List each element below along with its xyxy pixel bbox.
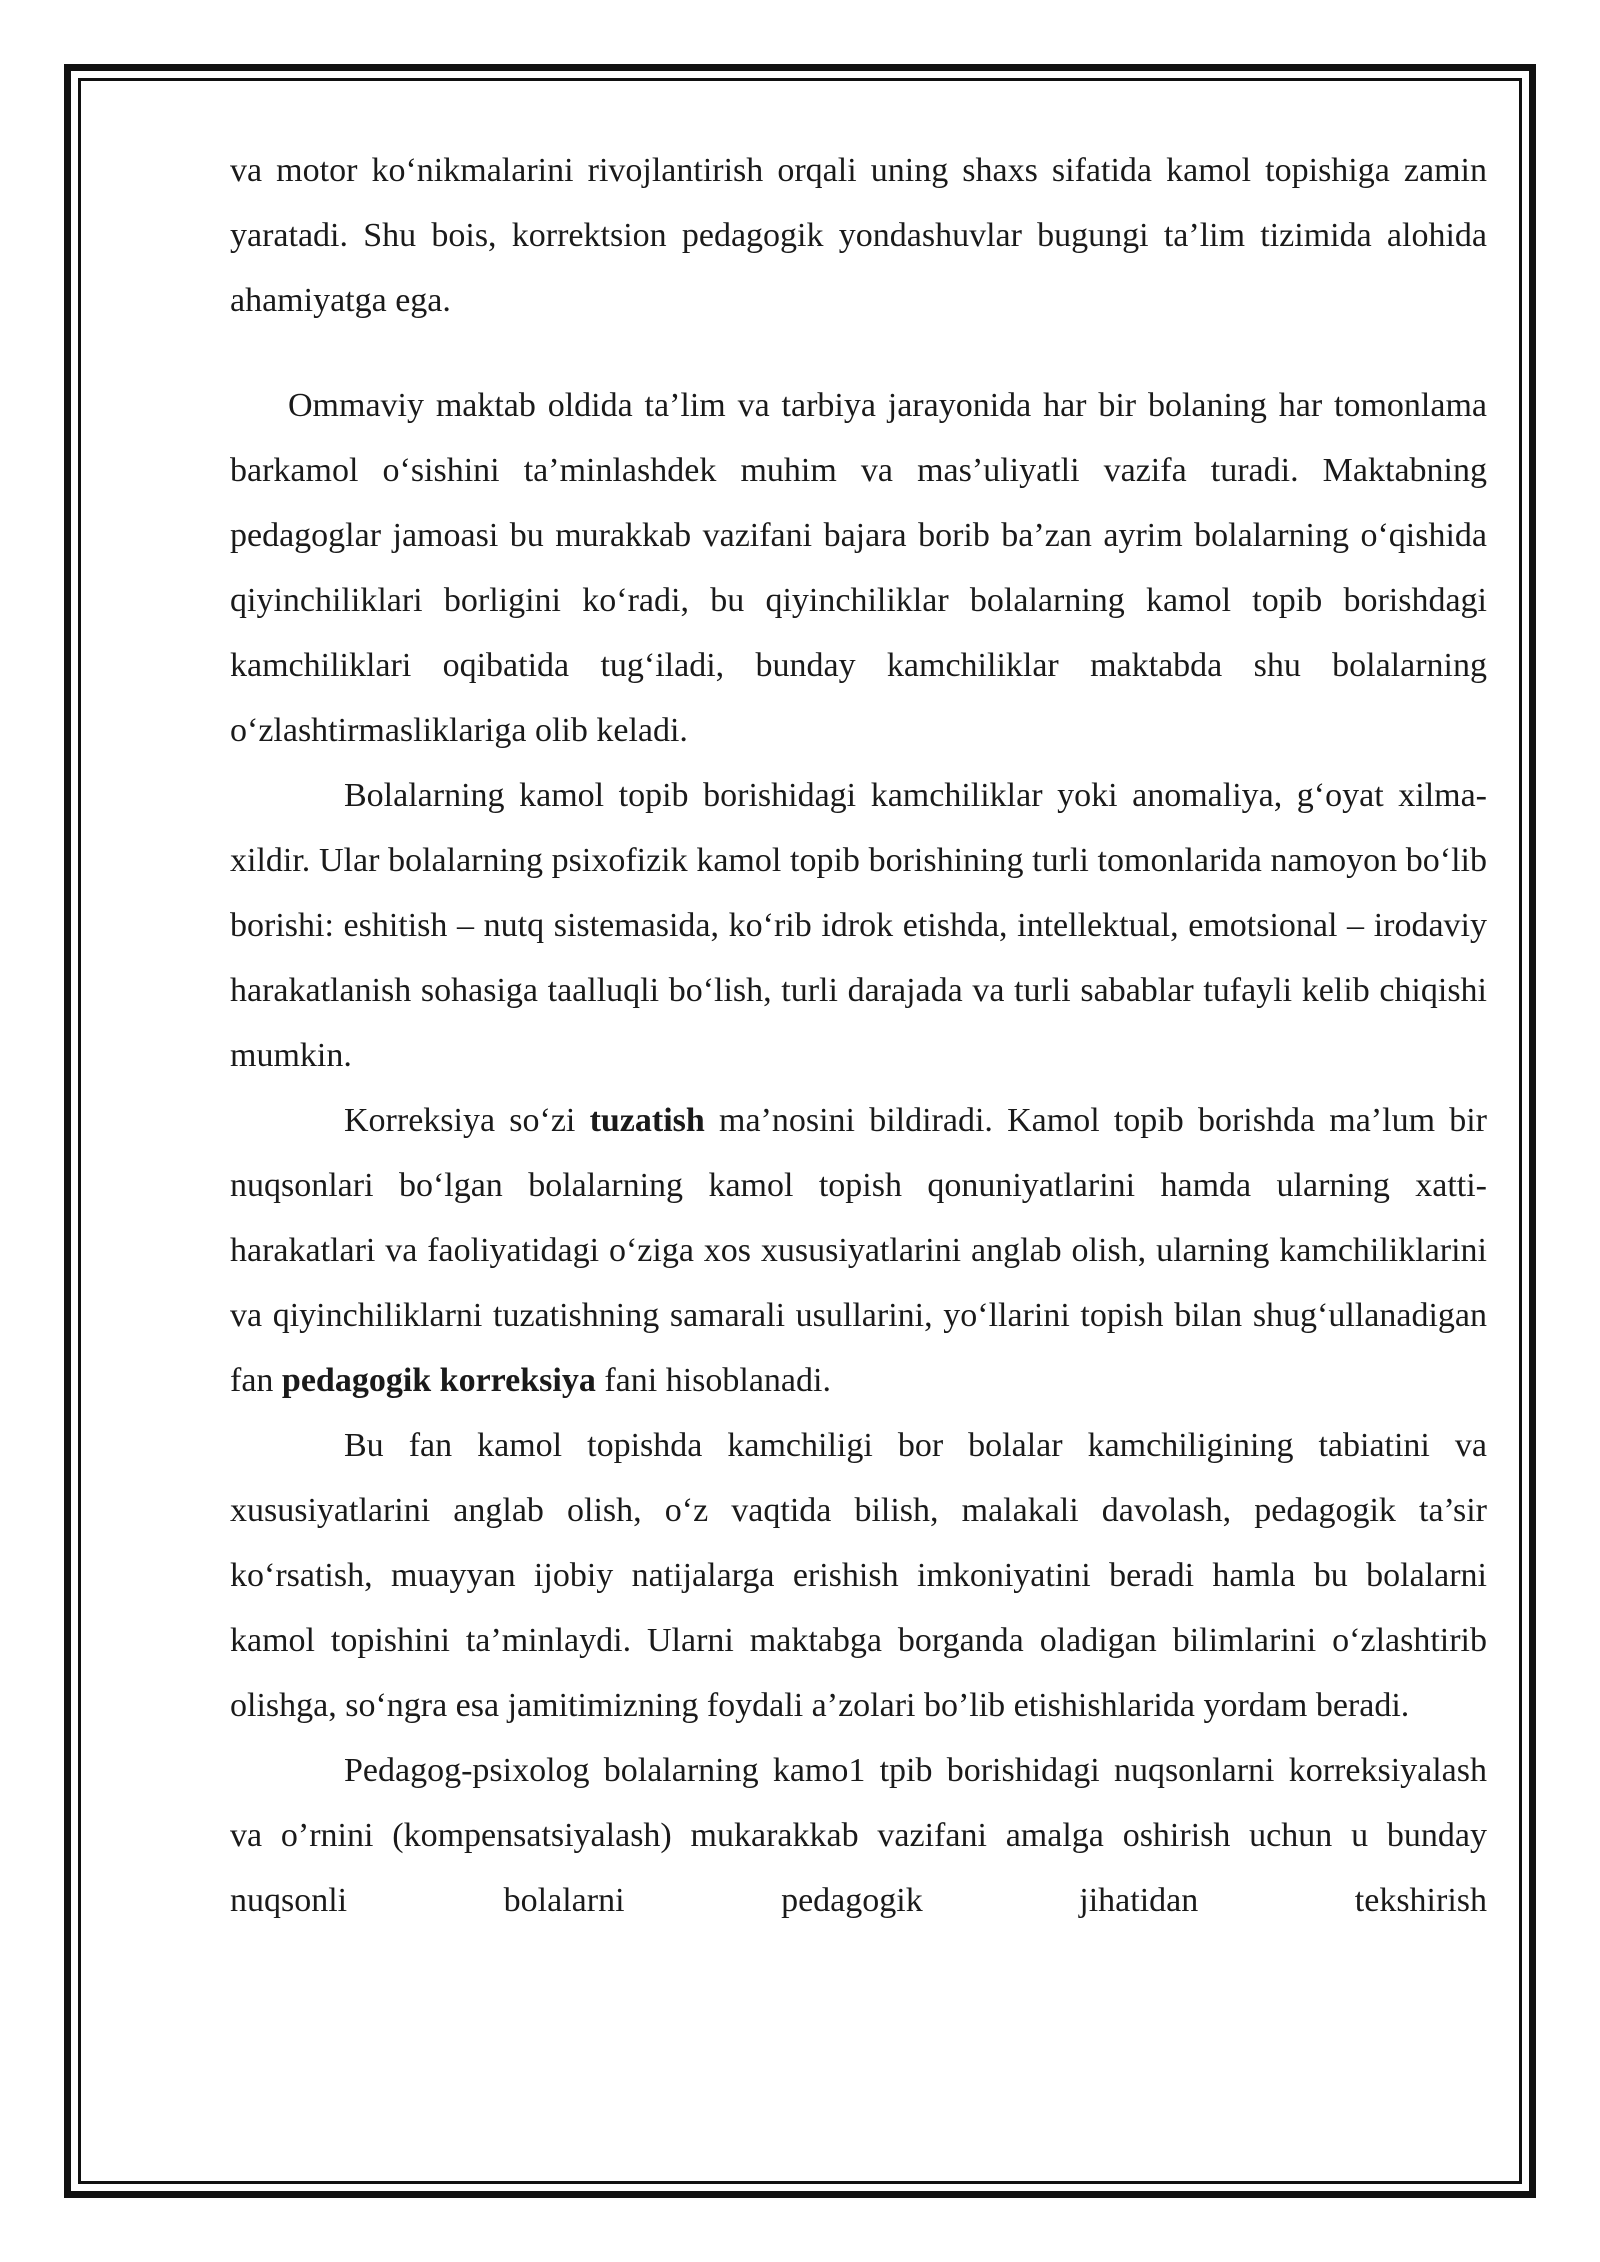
paragraph-text: Ommaviy maktab oldida ta’lim va tarbiya jarayonida har bir bolaning har tomonlama barkamol o‘sishini ta’minlashdek muhim va mas’uliyatli vazifa turadi. Maktabning pedagoglar jamoasi bu murakkab vazifani bajara borib ba’zan ayrim bolalarning o‘qishida qiyinchiliklari borligini ko‘radi, bu qiyinchiliklar bolalarning kamol topib borishdagi kamchiliklari oqibatida tug‘iladi, bunday kamchiliklar maktabda shu bolalarning o‘zlashtirmasliklariga olib keladi. (230, 387, 1487, 749)
paragraph-text: Bolalarning kamol topib borishidagi kamchiliklar yoki anomaliya, g‘oyat xilma-xildir. Ular bolalarning psixofizik kamol topib borishining turli tomonlarida namoyon bo‘lib borishi: eshitish – nutq sistemasida, ko‘rib idrok etishda, intellektual, emotsional – irodaviy harakatlanish sohasiga taalluqli bo‘lish, turli darajada va turli sabablar tufayli kelib chiqishi mumkin. (230, 777, 1487, 1074)
paragraph-text: ma’nosini bildiradi. Kamol topib borishda ma’lum bir nuqsonlari bo‘lgan bolalarning kamol topish qonuniyatlarini hamda ularning xatti-harakatlari va faoliyatidagi o‘ziga xos xususiyatlarini anglab olish, ularning kamchiliklarini va qiyinchiliklarni tuzatishning samarali usullarini, yo‘llarini topish bilan shug‘ullanadigan fan (230, 1102, 1487, 1399)
paragraph-text: fani hisoblanadi. (595, 1362, 831, 1399)
paragraph-1 (230, 138, 1487, 333)
paragraph-6 (230, 1738, 1487, 1933)
document-body (230, 138, 1487, 1933)
paragraph-text: Bu fan kamol topishda kamchiligi bor bolalar kamchiligining tabiatini va xususiyatlarini anglab olish, o‘z vaqtida bilish, malakali davolash, pedagogik ta’sir ko‘rsatish, muayyan ijobiy natijalarga erishish imkoniyatini beradi hamla bu bolalarni kamol topishini ta’minlaydi. Ularni maktabga borganda oladigan bilimlarini o‘zlashtirib olishga, so‘ngra esa jamitimizning foydali a’zolari bo’lib etishishlarida yordam beradi. (230, 1427, 1487, 1724)
paragraph-5 (230, 1413, 1487, 1738)
paragraph-2 (230, 373, 1487, 763)
paragraph-text: Korreksiya so‘zi (344, 1102, 590, 1139)
paragraph-text: va motor ko‘nikmalarini rivojlantirish orqali uning shaxs sifatida kamol topishiga zamin yaratadi. Shu bois, korrektsion pedagogik yondashuvlar bugungi ta’lim tizimida alohida ahamiyatga ega. (230, 152, 1487, 319)
paragraph-3 (230, 763, 1487, 1088)
paragraph-text: Pedagog-psixolog bolalarning kamo1 tpib borishidagi nuqsonlarni korreksiyalash va o’rnini (kompensatsiyalash) mukarakkab vazifani amalga oshirish uchun u bunday nuqsonli bolalarni pedagogik jihatidan tekshirish (230, 1752, 1487, 1919)
bold-term-pedagogik-korreksiya: pedagogik korreksiya (281, 1362, 596, 1399)
paragraph-4 (230, 1088, 1487, 1413)
bold-term-tuzatish: tuzatish (589, 1102, 705, 1139)
